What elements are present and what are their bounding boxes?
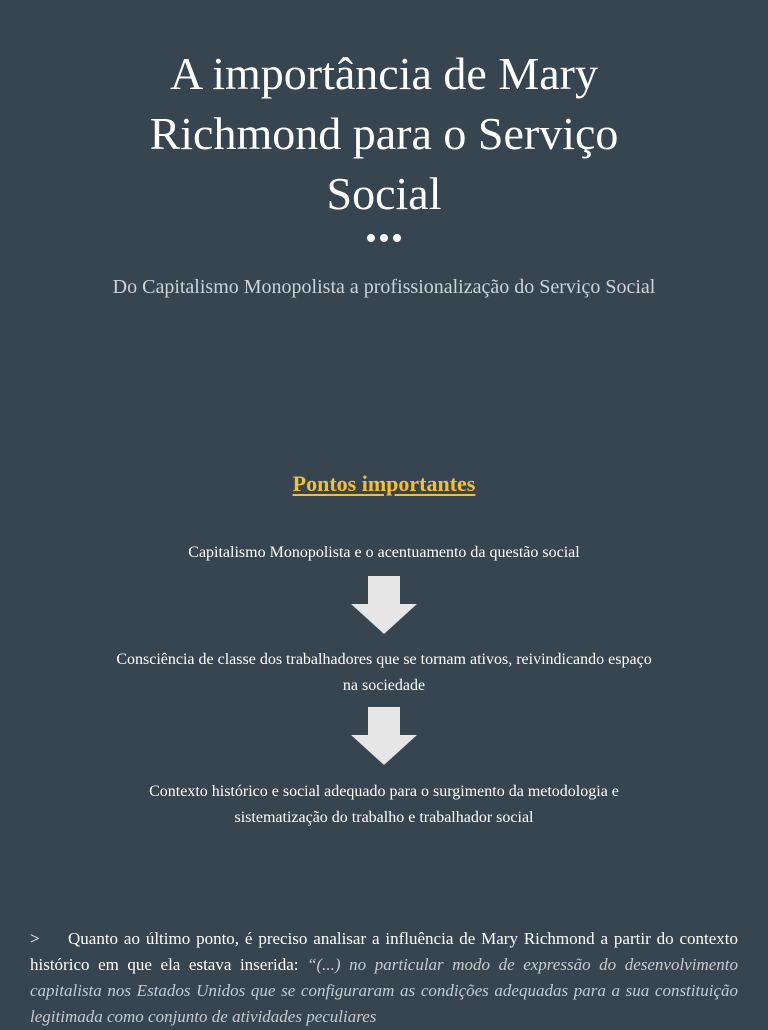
step-1: [40, 540, 728, 566]
step-3: [40, 779, 728, 831]
dot: [367, 234, 375, 242]
slide-subtitle: Do Capitalismo Monopolista a profissionalização do Serviço Social: [112, 276, 656, 298]
title-line: Social: [326, 168, 442, 219]
down-arrow-icon: [351, 576, 417, 634]
slide-title: [0, 44, 768, 224]
title-line: A importância de Mary: [170, 48, 598, 99]
step-line: Consciência de classe dos trabalhadores que se tornam ativos, reivindicando espaço: [116, 651, 652, 668]
step-line: na sociedade: [342, 677, 426, 694]
paragraph-quote: “(...) no particular modo de expressão do desenvolvimento capitalista nos Estados Unidos que se configuraram as condições adequadas para a sua constituição legitimada como conjunto de atividades peculiares: [30, 955, 738, 1026]
down-arrow-icon: [351, 707, 417, 765]
points-heading: Pontos importantes: [292, 471, 476, 496]
ellipsis-icon: [0, 234, 768, 242]
paragraph-text: Quanto ao último ponto, é preciso analisar a influência de Mary Richmond a partir do contexto histórico em que ela estava inserida:: [30, 929, 738, 974]
step-line: sistematização do trabalho e trabalhador social: [234, 809, 534, 826]
dot: [393, 234, 401, 242]
body-paragraph: [30, 926, 738, 1030]
step-line: Contexto histórico e social adequado para o surgimento da metodologia e: [149, 783, 619, 800]
dot: [380, 234, 388, 242]
step-2: [40, 647, 728, 699]
step-line: Capitalismo Monopolista e o acentuamento da questão social: [188, 544, 580, 561]
bullet-marker: >: [30, 929, 40, 948]
title-line: Richmond para o Serviço: [149, 108, 619, 159]
